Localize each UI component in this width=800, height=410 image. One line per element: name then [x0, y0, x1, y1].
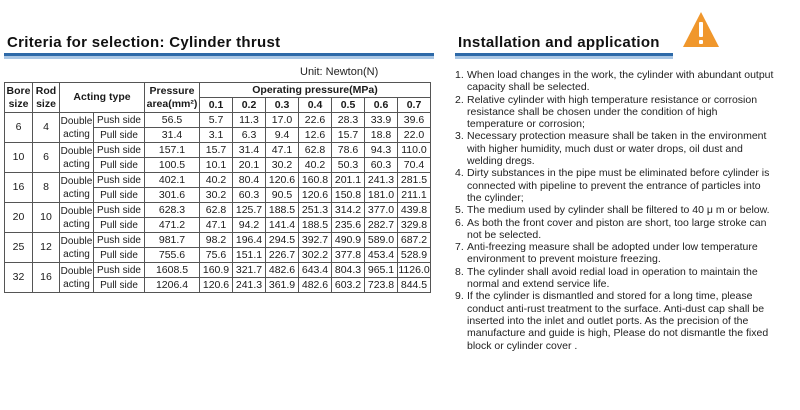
thrust-cell: 28.3 [332, 113, 365, 128]
list-item-line: Dirty substances in the pipe must be eliminated before cylinder is [467, 167, 770, 180]
thrust-cell: 490.9 [332, 233, 365, 248]
thrust-cell: 30.2 [266, 158, 299, 173]
thrust-cell: 60.3 [365, 158, 398, 173]
acting-cell [60, 233, 94, 263]
thrust-cell: 33.9 [365, 113, 398, 128]
rod-size-cell: 8 [33, 173, 60, 203]
area-cell: 301.6 [145, 188, 200, 203]
thrust-cell: 241.3 [365, 173, 398, 188]
side-cell: Pull side [94, 248, 145, 263]
exclamation-triangle-icon [681, 10, 721, 50]
thrust-cell: 10.1 [200, 158, 233, 173]
thrust-cell: 120.6 [200, 278, 233, 293]
thrust-cell: 528.9 [398, 248, 431, 263]
bore-size-cell: 32 [5, 263, 33, 293]
area-cell: 1608.5 [145, 263, 200, 278]
list-item-number: 1. [455, 69, 464, 81]
bore-size-cell: 6 [5, 113, 33, 143]
list-item-line: welding dregs. [467, 155, 535, 168]
bore-size-cell: 25 [5, 233, 33, 263]
bore-size-cell: 10 [5, 143, 33, 173]
bore-size-header: Bore size [5, 83, 33, 113]
area-cell: 1206.4 [145, 278, 200, 293]
bore-size-cell: 16 [5, 173, 33, 203]
list-item-line: Anti-freezing measure shall be adopted under low temperature [467, 241, 758, 254]
acting-cell [60, 143, 94, 173]
side-cell: Push side [94, 173, 145, 188]
thrust-cell: 201.1 [332, 173, 365, 188]
list-item-line: conduct anti-rust treatment to the surface. Anti-dust cap shall be [467, 302, 765, 315]
list-item-line: temperature or corrosion; [467, 118, 585, 131]
thrust-cell: 281.5 [398, 173, 431, 188]
installation-title-rule [455, 53, 673, 59]
acting-label-line: Double [60, 205, 93, 217]
thrust-cell: 235.6 [332, 218, 365, 233]
list-item-line: resistance shall be chosen under the condition of high [467, 105, 718, 118]
side-cell: Pull side [94, 158, 145, 173]
acting-type-header: Acting type [60, 83, 145, 113]
area-cell: 981.7 [145, 233, 200, 248]
side-cell: Pull side [94, 218, 145, 233]
list-item-line: The cylinder shall avoid redial load in operation to maintain the [467, 265, 758, 278]
area-cell: 471.2 [145, 218, 200, 233]
table-row [5, 173, 431, 188]
list-item [455, 167, 795, 204]
rule-light-band [455, 56, 673, 59]
thrust-title-rule [4, 53, 434, 59]
pressure-col-header: 0.5 [332, 98, 365, 113]
thrust-cell: 321.7 [233, 263, 266, 278]
thrust-cell: 60.3 [233, 188, 266, 203]
thrust-cell: 302.2 [299, 248, 332, 263]
table-row [5, 143, 431, 158]
installation-section-title: Installation and application [458, 34, 660, 51]
cylinder-thrust-table [4, 82, 431, 293]
list-item-line: connected with pipeline to prevent the entrance of particles into [467, 179, 761, 192]
rod-size-cell: 16 [33, 263, 60, 293]
list-item-line: manufacture and guide is high, Please do not dismantle the fixed [467, 327, 769, 340]
thrust-cell: 94.3 [365, 143, 398, 158]
pressure-col-header: 0.4 [299, 98, 332, 113]
thrust-cell: 804.3 [332, 263, 365, 278]
list-item-line: inserted into the inlet and outlet ports. As the precision of the [467, 314, 749, 327]
rod-size-header: Rod size [33, 83, 60, 113]
thrust-cell: 282.7 [365, 218, 398, 233]
list-item [455, 217, 795, 242]
thrust-cell: 329.8 [398, 218, 431, 233]
area-cell: 56.5 [145, 113, 200, 128]
list-item-number: 5. [455, 204, 464, 217]
side-cell: Push side [94, 113, 145, 128]
list-item-line: with higher humidity, much dust or water drops, oil dust and [467, 142, 743, 155]
thrust-cell: 603.2 [332, 278, 365, 293]
thrust-cell: 723.8 [365, 278, 398, 293]
thrust-cell: 141.4 [266, 218, 299, 233]
thrust-cell: 50.3 [332, 158, 365, 173]
list-item [455, 130, 795, 167]
list-item [455, 204, 795, 216]
thrust-cell: 160.9 [200, 263, 233, 278]
acting-label-line: acting [63, 278, 90, 290]
thrust-cell: 211.1 [398, 188, 431, 203]
acting-label-line: acting [63, 128, 90, 140]
acting-cell [60, 113, 94, 143]
thrust-cell: 17.0 [266, 113, 299, 128]
thrust-cell: 453.4 [365, 248, 398, 263]
list-item-line: capacity shall be selected. [467, 81, 590, 94]
list-item-line: If the cylinder is dismantled and stored for a long time, please [467, 290, 753, 303]
thrust-cell: 314.2 [332, 203, 365, 218]
thrust-cell: 40.2 [200, 173, 233, 188]
acting-label-line: Double [60, 265, 93, 277]
area-cell: 31.4 [145, 128, 200, 143]
side-cell: Pull side [94, 188, 145, 203]
acting-label-line: acting [63, 158, 90, 170]
thrust-cell: 47.1 [266, 143, 299, 158]
table-row [5, 233, 431, 248]
thrust-cell: 482.6 [299, 278, 332, 293]
acting-label-line: Double [60, 175, 93, 187]
thrust-cell: 75.6 [200, 248, 233, 263]
pressure-col-header: 0.2 [233, 98, 266, 113]
thrust-cell: 22.6 [299, 113, 332, 128]
thrust-cell: 40.2 [299, 158, 332, 173]
list-item [455, 290, 795, 351]
thrust-cell: 251.3 [299, 203, 332, 218]
thrust-cell: 188.5 [299, 218, 332, 233]
list-item-line: normal and extend service life. [467, 278, 610, 291]
acting-label-line: acting [63, 248, 90, 260]
list-item [455, 241, 795, 266]
pressure-col-header: 0.3 [266, 98, 299, 113]
rod-size-cell: 4 [33, 113, 60, 143]
list-item-line: The medium used by cylinder shall be filtered to 40 μ m or below. [467, 204, 770, 217]
header-row [5, 83, 431, 98]
thrust-cell: 241.3 [233, 278, 266, 293]
table-row [5, 263, 431, 278]
thrust-cell: 47.1 [200, 218, 233, 233]
acting-label-line: acting [63, 188, 90, 200]
thrust-cell: 439.8 [398, 203, 431, 218]
thrust-cell: 39.6 [398, 113, 431, 128]
thrust-cell: 15.7 [200, 143, 233, 158]
bore-size-cell: 20 [5, 203, 33, 233]
acting-label-line: Double [60, 235, 93, 247]
thrust-cell: 643.4 [299, 263, 332, 278]
rod-size-cell: 12 [33, 233, 60, 263]
list-item-number: 2. [455, 93, 464, 106]
thrust-cell: 589.0 [365, 233, 398, 248]
area-cell: 157.1 [145, 143, 200, 158]
thrust-cell: 965.1 [365, 263, 398, 278]
thrust-cell: 294.5 [266, 233, 299, 248]
thrust-cell: 181.0 [365, 188, 398, 203]
list-item-line: When load changes in the work, the cylinder with abundant output [467, 69, 774, 81]
thrust-cell: 377.0 [365, 203, 398, 218]
acting-label-line: Double [60, 115, 93, 127]
thrust-cell: 78.6 [332, 143, 365, 158]
list-item-line: the cylinder; [467, 191, 524, 204]
thrust-cell: 120.6 [266, 173, 299, 188]
list-item-number: 7. [455, 241, 464, 254]
list-item-line: not be selected. [467, 228, 542, 241]
side-cell: Push side [94, 233, 145, 248]
list-item [455, 69, 795, 94]
operating-pressure-header: Operating pressure(MPa) [200, 83, 431, 98]
thrust-cell: 5.7 [200, 113, 233, 128]
thrust-cell: 1126.0 [398, 263, 430, 276]
rod-size-cell: 6 [33, 143, 60, 173]
list-item-line: environment to prevent moisture freezing. [467, 253, 661, 266]
side-cell: Push side [94, 263, 145, 278]
thrust-cell: 120.6 [299, 188, 332, 203]
area-cell: 628.3 [145, 203, 200, 218]
side-cell: Pull side [94, 278, 145, 293]
installation-list [455, 69, 795, 352]
thrust-cell: 62.8 [299, 143, 332, 158]
thrust-cell: 18.8 [365, 128, 398, 143]
side-cell: Push side [94, 203, 145, 218]
area-cell: 755.6 [145, 248, 200, 263]
thrust-cell: 15.7 [332, 128, 365, 143]
side-cell: Pull side [94, 128, 145, 143]
thrust-table-body [5, 113, 431, 293]
thrust-cell: 844.5 [398, 278, 431, 293]
pressure-col-header: 0.6 [365, 98, 398, 113]
pressure-col-header: 0.1 [200, 98, 233, 113]
area-cell: 402.1 [145, 173, 200, 188]
thrust-cell: 31.4 [233, 143, 266, 158]
thrust-cell: 361.9 [266, 278, 299, 293]
pressure-col-header: 0.7 [398, 98, 431, 113]
thrust-cell: 151.1 [233, 248, 266, 263]
thrust-cell: 226.7 [266, 248, 299, 263]
list-item-line: block or cylinder cover . [467, 339, 578, 352]
thrust-cell: 377.8 [332, 248, 365, 263]
thrust-cell: 98.2 [200, 233, 233, 248]
thrust-cell: 94.2 [233, 218, 266, 233]
table-row [5, 203, 431, 218]
thrust-cell: 30.2 [200, 188, 233, 203]
thrust-cell: 150.8 [332, 188, 365, 203]
acting-label-line: acting [63, 218, 90, 230]
thrust-cell: 125.7 [233, 203, 266, 218]
thrust-cell: 196.4 [233, 233, 266, 248]
list-item-number: 9. [455, 290, 464, 303]
thrust-cell: 12.6 [299, 128, 332, 143]
area-cell: 100.5 [145, 158, 200, 173]
rod-size-cell: 10 [33, 203, 60, 233]
thrust-cell: 90.5 [266, 188, 299, 203]
pressure-area-header: Pressure area(mm²) [145, 83, 200, 113]
thrust-cell: 20.1 [233, 158, 266, 173]
list-item-line: Relative cylinder with high temperature resistance or corrosion [467, 93, 758, 106]
unit-label: Unit: Newton(N) [300, 66, 379, 78]
list-item-line: Necessary protection measure shall be taken in the environment [467, 130, 767, 143]
list-item-number: 6. [455, 216, 464, 229]
thrust-cell: 62.8 [200, 203, 233, 218]
thrust-cell: 482.6 [266, 263, 299, 278]
side-cell: Push side [94, 143, 145, 158]
thrust-section-title: Criteria for selection: Cylinder thrust [7, 34, 281, 51]
acting-cell [60, 173, 94, 203]
table-row [5, 113, 431, 128]
list-item-line: As both the front cover and piston are short, too large stroke can [467, 216, 767, 229]
thrust-cell: 11.3 [233, 113, 266, 128]
list-item [455, 266, 795, 291]
acting-label-line: Double [60, 145, 93, 157]
thrust-cell: 6.3 [233, 128, 266, 143]
list-item-number: 3. [455, 130, 464, 143]
thrust-cell: 70.4 [398, 158, 431, 173]
rule-light-band [4, 56, 434, 59]
thrust-cell: 110.0 [398, 143, 431, 158]
list-item-number: 4. [455, 167, 464, 180]
acting-cell [60, 263, 94, 293]
thrust-cell: 80.4 [233, 173, 266, 188]
thrust-cell: 687.2 [398, 233, 431, 248]
thrust-cell: 188.5 [266, 203, 299, 218]
thrust-cell: 160.8 [299, 173, 332, 188]
thrust-cell: 3.1 [200, 128, 233, 143]
acting-cell [60, 203, 94, 233]
thrust-cell: 392.7 [299, 233, 332, 248]
list-item [455, 94, 795, 131]
thrust-cell: 9.4 [266, 128, 299, 143]
list-item-number: 8. [455, 265, 464, 278]
thrust-cell: 22.0 [398, 128, 431, 143]
